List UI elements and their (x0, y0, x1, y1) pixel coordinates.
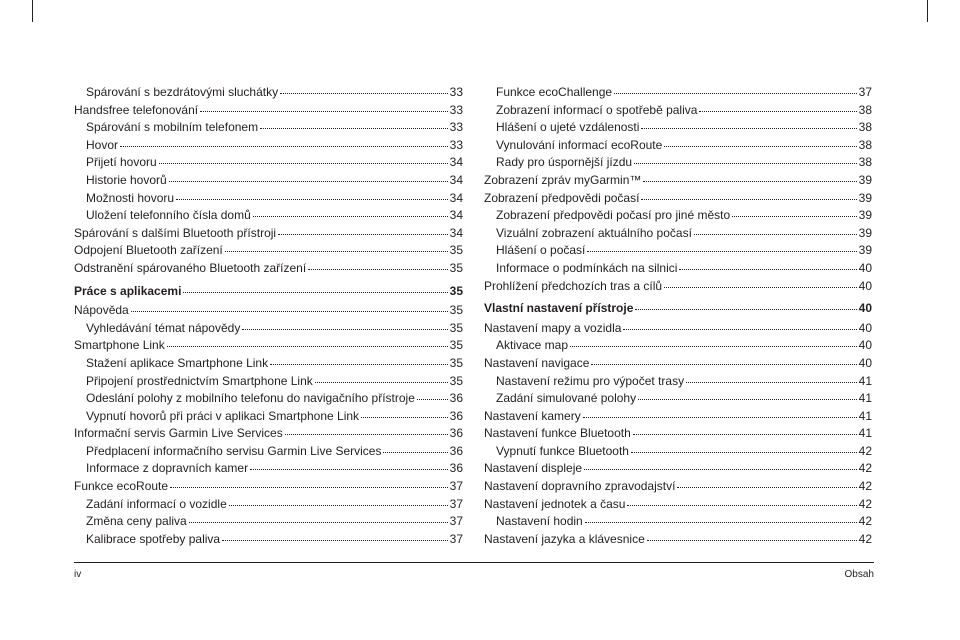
toc-entry-page: 35 (449, 243, 463, 258)
toc-dot-leader (167, 336, 448, 347)
toc-entry-page: 39 (858, 225, 872, 240)
toc-dot-leader (260, 118, 448, 129)
toc-entry-title: Funkce ecoChallenge (496, 85, 613, 99)
toc-dot-leader (183, 282, 447, 293)
toc-entry-title: Vyhledávání témat nápovědy (86, 320, 241, 335)
toc-dot-leader (225, 241, 448, 252)
crop-mark (927, 0, 928, 22)
toc-entry[interactable] (74, 460, 463, 478)
toc-entry[interactable] (74, 225, 463, 243)
toc-entry[interactable] (74, 355, 463, 373)
toc-entry[interactable] (74, 84, 463, 102)
toc-dot-leader (614, 83, 857, 94)
toc-entry-title: Nastavení funkce Bluetooth (484, 426, 631, 441)
toc-entry-title: Nastavení režimu pro výpočet trasy (496, 373, 685, 388)
toc-entry[interactable] (74, 337, 463, 355)
toc-column-right (484, 84, 872, 548)
toc-entry[interactable] (484, 355, 872, 373)
toc-entry-page: 42 (858, 461, 872, 476)
footer-divider (74, 562, 874, 563)
toc-entry-page: 34 (449, 190, 463, 205)
toc-dot-leader (591, 354, 856, 365)
toc-entry-title: Spárování s mobilním telefonem (86, 120, 259, 135)
toc-entry[interactable] (74, 207, 463, 225)
toc-entry[interactable] (74, 443, 463, 461)
toc-dot-leader (229, 495, 448, 506)
toc-entry[interactable] (484, 443, 872, 461)
toc-dot-leader (585, 512, 857, 523)
toc-dot-leader (570, 336, 857, 347)
toc-entry-title: Změna ceny paliva (86, 514, 187, 529)
toc-entry-page: 37 (449, 479, 463, 494)
toc-entry-title: Zadání informací o vozidle (86, 496, 227, 511)
toc-dot-leader (417, 389, 448, 400)
toc-entry-page: 41 (858, 426, 872, 441)
toc-entry-page: 39 (858, 243, 872, 258)
toc-entry-title: Předplacení informačního servisu Garmin Live Services (86, 443, 382, 458)
toc-dot-leader (647, 530, 857, 541)
toc-dot-leader (679, 259, 856, 270)
toc-entry-title: Nastavení jednotek a času (484, 496, 626, 511)
toc-dot-leader (664, 136, 856, 147)
toc-entry-page: 33 (449, 137, 463, 152)
toc-entry-title: Kalibrace spotřeby paliva (86, 531, 221, 546)
toc-dot-leader (120, 136, 448, 147)
toc-entry[interactable] (74, 390, 463, 408)
toc-entry[interactable] (484, 137, 872, 155)
toc-entry[interactable] (74, 408, 463, 426)
toc-entry-title: Hlášení o počasí (496, 243, 586, 258)
toc-entry[interactable] (74, 320, 463, 338)
toc-entry[interactable] (74, 373, 463, 391)
toc-entry-title: Odstranění spárovaného Bluetooth zařízení (74, 260, 307, 275)
toc-entry-page: 42 (858, 443, 872, 458)
toc-entry[interactable] (74, 154, 463, 172)
toc-entry-page: 41 (858, 391, 872, 406)
toc-entry-page: 35 (449, 373, 463, 388)
toc-entry-title: Vynulování informací ecoRoute (496, 137, 663, 152)
toc-entry[interactable] (484, 531, 872, 549)
toc-entry-title: Hlášení o ujeté vzdálenosti (496, 120, 640, 135)
toc-entry-page: 36 (449, 461, 463, 476)
toc-entry-page: 37 (449, 514, 463, 529)
toc-entry-title: Nastavení hodin (496, 514, 583, 529)
toc-entry[interactable] (484, 478, 872, 496)
toc-dot-leader (361, 407, 448, 418)
toc-entry[interactable] (74, 478, 463, 496)
toc-entry-page: 38 (858, 137, 872, 152)
toc-entry-page: 39 (858, 172, 872, 187)
toc-entry-title: Stažení aplikace Smartphone Link (86, 355, 269, 370)
toc-dot-leader (383, 442, 447, 453)
toc-entry-page: 41 (858, 408, 872, 423)
toc-entry-page: 39 (858, 190, 872, 205)
toc-entry-title: Spárování s bezdrátovými sluchátky (86, 85, 279, 99)
toc-entry-title: Vizuální zobrazení aktuálního počasí (496, 225, 692, 240)
toc-entry[interactable] (74, 242, 463, 260)
toc-entry[interactable] (74, 425, 463, 443)
toc-entry-title: Odeslání polohy z mobilního telefonu do navigačního přístroje (86, 391, 415, 406)
toc-dot-leader (242, 319, 447, 330)
toc-entry-title: Zadání simulované polohy (496, 391, 637, 406)
toc-entry-title: Přijetí hovoru (86, 155, 157, 170)
toc-entry-page: 38 (858, 102, 872, 117)
toc-entry-title: Vypnutí hovorů při práci v aplikaci Smartphone Link (86, 408, 360, 423)
toc-entry-page: 37 (449, 496, 463, 511)
toc-entry[interactable] (74, 137, 463, 155)
footer-page-number: iv (74, 569, 82, 580)
toc-entry[interactable] (74, 531, 463, 549)
toc-entry-title: Hovor (86, 137, 119, 152)
toc-entry-page: 35 (449, 320, 463, 335)
toc-entry-page: 40 (858, 278, 872, 293)
toc-dot-leader (686, 372, 857, 383)
toc-entry-page: 35 (449, 355, 463, 370)
toc-entry-title: Připojení prostřednictvím Smartphone Link (86, 373, 313, 388)
toc-dot-leader (641, 189, 856, 200)
toc-entry[interactable] (74, 302, 463, 320)
toc-entry-page: 36 (449, 426, 463, 441)
toc-entry[interactable] (74, 260, 463, 278)
toc-entry-title: Aktivace map (496, 338, 569, 353)
toc-entry-title: Nastavení jazyka a klávesnice (484, 531, 645, 546)
toc-entry-title: Vypnutí funkce Bluetooth (496, 443, 629, 458)
toc-entry-title: Možnosti hovoru (86, 190, 175, 205)
toc-dot-leader (643, 171, 856, 182)
toc-entry-page: 33 (449, 120, 463, 135)
crop-mark (32, 0, 33, 22)
toc-dot-leader (200, 101, 448, 112)
footer-section-title: Obsah (844, 569, 874, 580)
toc-entry[interactable] (484, 496, 872, 514)
toc-entry[interactable] (484, 172, 872, 190)
toc-entry-page: 40 (858, 355, 872, 370)
toc-entry-page: 36 (449, 391, 463, 406)
toc-column-left (74, 84, 463, 548)
toc-entry[interactable] (74, 496, 463, 514)
toc-dot-leader (634, 153, 857, 164)
toc-entry-title: Nastavení kamery (484, 408, 581, 423)
toc-entry[interactable] (484, 425, 872, 443)
toc-entry-page: 34 (449, 208, 463, 223)
toc-entry-page: 42 (858, 479, 872, 494)
toc-dot-leader (131, 301, 448, 312)
toc-entry-title: Historie hovorů (86, 172, 167, 187)
toc-dot-leader (623, 319, 856, 330)
toc-entry[interactable] (74, 102, 463, 120)
toc-entry[interactable] (484, 460, 872, 478)
toc-entry[interactable] (74, 513, 463, 531)
toc-entry-page: 40 (858, 338, 872, 353)
toc-entry-title: Zobrazení předpovědi počasí pro jiné město (496, 208, 731, 223)
toc-entry[interactable] (484, 260, 872, 278)
toc-entry-title: Nastavení dopravního zpravodajství (484, 479, 676, 494)
toc-dot-leader (250, 459, 448, 470)
toc-dot-leader (315, 372, 448, 383)
toc-dot-leader (278, 224, 448, 235)
toc-entry[interactable] (484, 242, 872, 260)
toc-dot-leader (677, 477, 856, 488)
toc-entry[interactable] (484, 373, 872, 391)
toc-entry-page: 40 (858, 260, 872, 275)
toc-entry-page: 34 (449, 225, 463, 240)
toc-dot-leader (222, 530, 448, 541)
toc-dot-leader (641, 118, 856, 129)
toc-entry-title: Zobrazení předpovědi počasí (484, 190, 640, 205)
toc-entry[interactable] (484, 207, 872, 225)
toc-entry-title: Smartphone Link (74, 338, 165, 353)
toc-entry[interactable] (484, 225, 872, 243)
toc-entry[interactable] (484, 119, 872, 137)
toc-entry-title: Prohlížení předchozích tras a cílů (484, 278, 663, 293)
toc-entry-title: Nastavení mapy a vozidla (484, 320, 622, 335)
toc-entry-page: 35 (449, 283, 463, 298)
toc-entry-title: Handsfree telefonování (74, 102, 199, 117)
toc-entry[interactable] (74, 119, 463, 137)
toc-dot-leader (638, 389, 857, 400)
toc-entry-title: Spárování s dalšími Bluetooth přístroji (74, 225, 277, 240)
toc-entry-page: 36 (449, 443, 463, 458)
toc-dot-leader (176, 189, 448, 200)
toc-entry-title: Rady pro úspornější jízdu (496, 155, 633, 170)
toc-entry-page: 42 (858, 531, 872, 546)
toc-entry-page: 34 (449, 155, 463, 170)
toc-dot-leader (694, 224, 857, 235)
toc-entry-title: Zobrazení zpráv myGarmin™ (484, 172, 642, 187)
toc-entry[interactable] (484, 154, 872, 172)
toc-entry-title: Funkce ecoRoute (74, 479, 169, 494)
toc-entry[interactable] (484, 84, 872, 102)
toc-dot-leader (587, 241, 856, 252)
toc-entry-page: 35 (449, 338, 463, 353)
toc-dot-leader (631, 442, 857, 453)
toc-entry-page: 36 (449, 408, 463, 423)
toc-entry-page: 34 (449, 172, 463, 187)
toc-entry-page: 37 (449, 531, 463, 546)
toc-entry-title: Informace o podmínkách na silnici (496, 260, 678, 275)
toc-dot-leader (583, 407, 857, 418)
toc-dot-leader (308, 259, 447, 270)
toc-entry-page: 33 (449, 85, 463, 99)
toc-entry-page: 40 (858, 301, 872, 316)
toc-entry[interactable] (74, 283, 463, 301)
toc-dot-leader (627, 495, 856, 506)
toc-entry[interactable] (484, 337, 872, 355)
toc-entry-page: 35 (449, 260, 463, 275)
toc-dot-leader (169, 171, 448, 182)
toc-dot-leader (699, 101, 856, 112)
toc-entry-title: Nastavení displeje (484, 461, 583, 476)
toc-dot-leader (159, 153, 448, 164)
toc-entry-page: 38 (858, 120, 872, 135)
toc-dot-leader (253, 206, 448, 217)
toc-dot-leader (280, 83, 448, 94)
toc-entry-title: Nastavení navigace (484, 355, 590, 370)
toc-entry[interactable] (484, 320, 872, 338)
toc-entry-page: 38 (858, 155, 872, 170)
toc-entry[interactable] (484, 300, 872, 318)
toc-entry-title: Nápověda (74, 303, 129, 318)
toc-dot-leader (633, 424, 857, 435)
toc-entry-title: Práce s aplikacemi (74, 283, 182, 298)
toc-entry-title: Informační servis Garmin Live Services (74, 426, 283, 441)
toc-entry-title: Uložení telefonního čísla domů (86, 208, 251, 223)
toc-entry-page: 39 (858, 208, 872, 223)
toc-dot-leader (584, 459, 857, 470)
toc-dot-leader (170, 477, 448, 488)
toc-entry-page: 41 (858, 373, 872, 388)
toc-dot-leader (285, 424, 448, 435)
toc-dot-leader (189, 512, 448, 523)
toc-dot-leader (732, 206, 857, 217)
toc-entry-page: 42 (858, 514, 872, 529)
toc-dot-leader (635, 299, 856, 310)
toc-entry-title: Informace z dopravních kamer (86, 461, 249, 476)
toc-entry[interactable] (484, 513, 872, 531)
toc-dot-leader (664, 277, 857, 288)
toc-entry-page: 35 (449, 303, 463, 318)
toc-entry[interactable] (484, 190, 872, 208)
toc-entry-page: 37 (858, 85, 872, 99)
toc-entry[interactable] (74, 172, 463, 190)
toc-entry-page: 33 (449, 102, 463, 117)
toc-entry-page: 40 (858, 320, 872, 335)
toc-entry-title: Odpojení Bluetooth zařízení (74, 243, 223, 258)
toc-entry[interactable] (484, 390, 872, 408)
toc-entry-page: 42 (858, 496, 872, 511)
toc-entry[interactable] (74, 190, 463, 208)
toc-dot-leader (270, 354, 448, 365)
toc-entry[interactable] (484, 278, 872, 296)
toc-entry[interactable] (484, 102, 872, 120)
toc-entry-title: Vlastní nastavení přístroje (484, 301, 634, 316)
toc-entry-title: Zobrazení informací o spotřebě paliva (496, 102, 698, 117)
toc-entry[interactable] (484, 408, 872, 426)
